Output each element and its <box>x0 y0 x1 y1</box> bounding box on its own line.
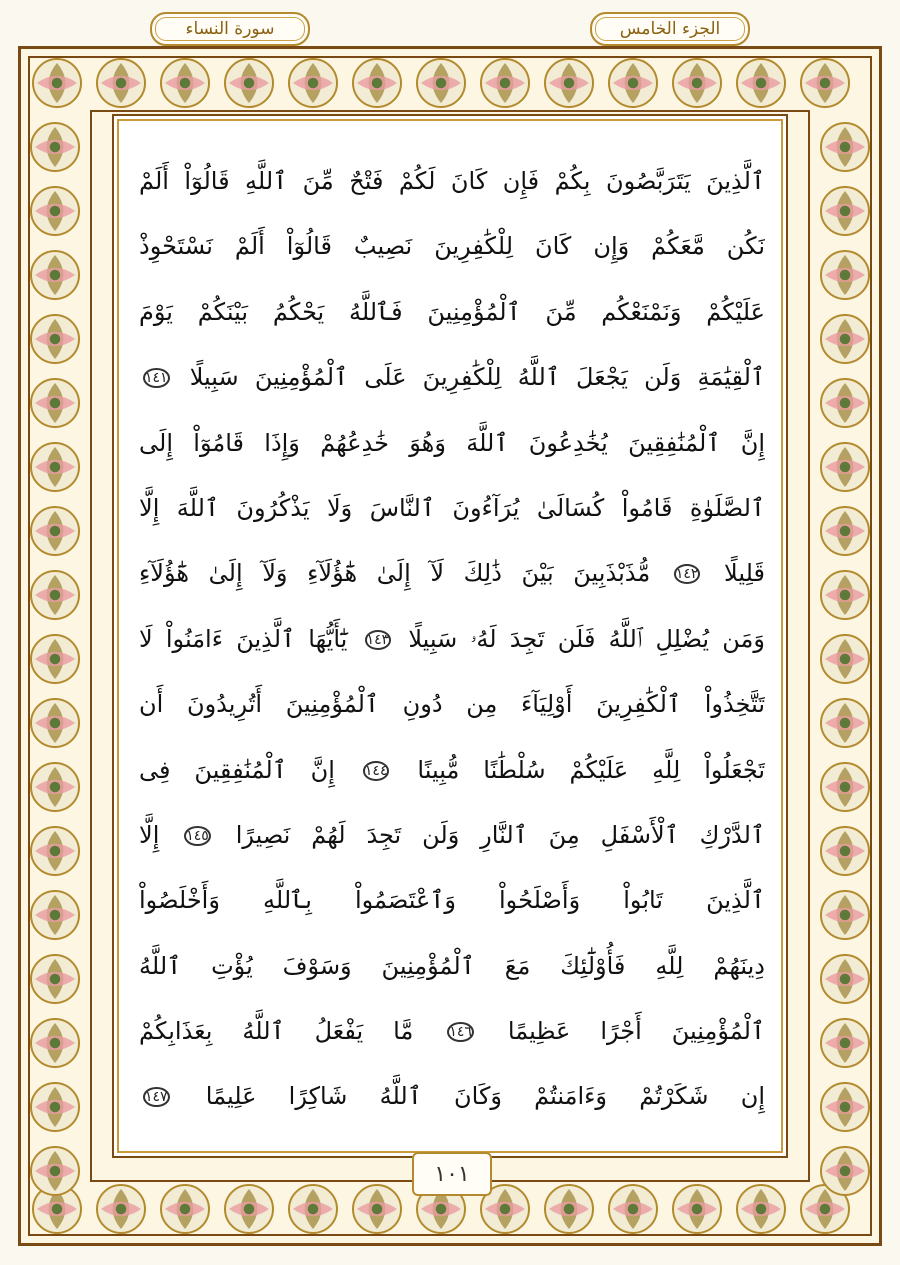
floral-motif <box>821 827 869 875</box>
floral-motif <box>97 1185 145 1233</box>
floral-motif <box>737 1185 785 1233</box>
verse-number-marker: ١٤٤ <box>364 762 388 779</box>
floral-motif <box>31 1019 79 1067</box>
line-text: دِينَهُمْ لِلَّهِ فَأُوْلَٰٓئِكَ مَعَ ٱلْمُؤْمِنِينَ وَسَوْفَ يُؤْتِ ٱللَّهُ <box>139 951 765 980</box>
floral-motif <box>289 1185 337 1233</box>
line-text-continuation: مَّا يَفْعَلُ ٱللَّهُ بِعَذَابِكُمْ <box>139 1017 414 1046</box>
floral-motif <box>801 59 849 107</box>
floral-motif <box>31 1147 79 1195</box>
text-line <box>139 411 765 476</box>
floral-motif <box>609 1185 657 1233</box>
line-text-continuation: مُّذَبْذَبِينَ بَيْنَ ذَٰلِكَ لَآ إِلَىٰ هَٰٓؤُلَآءِ وَلَآ إِلَىٰ هَٰٓؤُلَآءِ <box>139 559 651 588</box>
line-text: إِن شَكَرْتُمْ وَءَامَنتُمْ وَكَانَ ٱللَّهُ شَاكِرًا عَلِيمًا <box>205 1082 765 1111</box>
floral-motif <box>31 571 79 619</box>
floral-motif <box>31 699 79 747</box>
juz-name-cartouche <box>590 12 750 46</box>
floral-motif <box>31 315 79 363</box>
verse-number-marker: ١٤٢ <box>675 566 699 583</box>
floral-motif <box>821 187 869 235</box>
floral-motif <box>161 59 209 107</box>
ornamental-frame <box>18 46 882 1246</box>
floral-motif <box>31 955 79 1003</box>
text-line <box>139 1064 765 1129</box>
line-text: نَكُن مَّعَكُمْ وَإِن كَانَ لِلْكَٰفِرِينَ نَصِيبٌ قَالُوٓاْ أَلَمْ نَسْتَحْوِذْ <box>139 232 765 261</box>
floral-motif <box>821 763 869 811</box>
floral-motif <box>673 1185 721 1233</box>
floral-motif <box>609 59 657 107</box>
line-text: وَمَن يُضْلِلِ ٱللَّهُ فَلَن تَجِدَ لَهُۥ سَبِيلًا <box>408 624 765 653</box>
verse-number-marker: ١٤٦ <box>449 1024 472 1041</box>
floral-motif <box>821 379 869 427</box>
line-text: ٱلْقِيَٰمَةِ وَلَن يَجْعَلَ ٱللَّهُ لِلْكَٰفِرِينَ عَلَى ٱلْمُؤْمِنِينَ سَبِيلًا <box>189 363 765 392</box>
line-text: ٱلْمُؤْمِنِينَ أَجْرًا عَظِيمًا <box>507 1017 765 1046</box>
floral-motif <box>161 1185 209 1233</box>
page-number: ١٠١ <box>434 1161 470 1187</box>
floral-motif <box>821 891 869 939</box>
floral-motif <box>737 59 785 107</box>
floral-motif <box>545 59 593 107</box>
floral-motif <box>97 59 145 107</box>
floral-motif <box>31 379 79 427</box>
line-text-continuation: يَٰٓأَيُّهَا ٱلَّذِينَ ءَامَنُواْ لَا <box>139 624 348 653</box>
verse-number-marker: ١٤٧ <box>145 1089 168 1106</box>
floral-motif <box>31 251 79 299</box>
text-line <box>139 345 765 410</box>
line-text: تَجْعَلُواْ لِلَّهِ عَلَيْكُمْ سُلْطَٰنًا مُّبِينًا <box>417 755 765 784</box>
floral-motif <box>821 251 869 299</box>
floral-motif <box>31 827 79 875</box>
line-text: عَلَيْكُمْ وَنَمْنَعْكُم مِّنَ ٱلْمُؤْمِنِينَ فَٱللَّهُ يَحْكُمُ بَيْنَكُمْ يَوْمَ <box>139 297 765 326</box>
floral-motif <box>417 59 465 107</box>
floral-motif <box>821 507 869 555</box>
floral-motif <box>821 123 869 171</box>
surah-name-cartouche <box>150 12 310 46</box>
floral-motif <box>545 1185 593 1233</box>
text-line <box>139 672 765 737</box>
text-line <box>139 738 765 803</box>
text-line <box>139 934 765 999</box>
page-number-box <box>412 1152 492 1196</box>
line-text-continuation: إِنَّ ٱلْمُنَٰفِقِينَ فِى <box>139 755 335 784</box>
text-line <box>139 280 765 345</box>
page-header <box>0 8 900 48</box>
text-line <box>139 149 765 214</box>
floral-motif <box>225 59 273 107</box>
floral-motif <box>821 443 869 491</box>
text-line <box>139 214 765 279</box>
floral-motif <box>31 443 79 491</box>
floral-motif <box>225 1185 273 1233</box>
quran-text <box>139 149 765 1130</box>
floral-motif <box>31 123 79 171</box>
floral-motif <box>821 1147 869 1195</box>
floral-motif <box>31 635 79 683</box>
floral-motif <box>821 1019 869 1067</box>
verse-number-marker: ١٤٥ <box>186 827 209 844</box>
verse-number-marker: ١٤٣ <box>366 631 390 648</box>
floral-motif <box>821 315 869 363</box>
juz-name: الجزء الخامس <box>619 19 721 39</box>
floral-motif <box>31 187 79 235</box>
text-line <box>139 541 765 606</box>
floral-motif <box>33 59 81 107</box>
text-line <box>139 803 765 868</box>
floral-motif <box>31 891 79 939</box>
floral-motif <box>289 59 337 107</box>
line-text: ٱلدَّرْكِ ٱلْأَسْفَلِ مِنَ ٱلنَّارِ وَلَن تَجِدَ لَهُمْ نَصِيرًا <box>235 820 765 849</box>
floral-motif <box>31 507 79 555</box>
text-line <box>139 607 765 672</box>
line-text: ٱلصَّلَوٰةِ قَامُواْ كُسَالَىٰ يُرَآءُونَ ٱلنَّاسَ وَلَا يَذْكُرُونَ ٱللَّهَ إِلَّا <box>139 493 765 522</box>
floral-motif <box>821 571 869 619</box>
text-line <box>139 999 765 1064</box>
line-text-continuation: إِلَّا <box>139 820 160 849</box>
floral-motif <box>31 1083 79 1131</box>
surah-name: سورة النساء <box>185 19 275 39</box>
verse-number-marker: ١٤١ <box>145 370 168 387</box>
line-text: ٱلَّذِينَ يَتَرَبَّصُونَ بِكُمْ فَإِن كَانَ لَكُمْ فَتْحٌ مِّنَ ٱللَّهِ قَالُوٓاْ أَلَمْ <box>139 167 765 195</box>
line-text: إِنَّ ٱلْمُنَٰفِقِينَ يُخَٰدِعُونَ ٱللَّهَ وَهُوَ خَٰدِعُهُمْ وَإِذَا قَامُوٓاْ إِلَى <box>139 428 765 457</box>
text-line <box>139 868 765 933</box>
line-text: ٱلَّذِينَ تَابُواْ وَأَصْلَحُواْ وَٱعْتَصَمُواْ بِٱللَّهِ وَأَخْلَصُواْ <box>139 886 765 915</box>
line-text: تَتَّخِذُواْ ٱلْكَٰفِرِينَ أَوْلِيَآءَ مِن دُونِ ٱلْمُؤْمِنِينَ أَتُرِيدُونَ أَن <box>139 690 765 719</box>
floral-motif <box>821 699 869 747</box>
text-panel <box>117 119 783 1153</box>
floral-motif <box>353 1185 401 1233</box>
floral-motif <box>673 59 721 107</box>
floral-motif <box>481 59 529 107</box>
floral-motif <box>821 955 869 1003</box>
text-line <box>139 476 765 541</box>
floral-motif <box>821 1083 869 1131</box>
line-text: قَلِيلًا <box>724 559 765 588</box>
floral-motif <box>31 763 79 811</box>
floral-motif <box>821 635 869 683</box>
floral-motif <box>353 59 401 107</box>
